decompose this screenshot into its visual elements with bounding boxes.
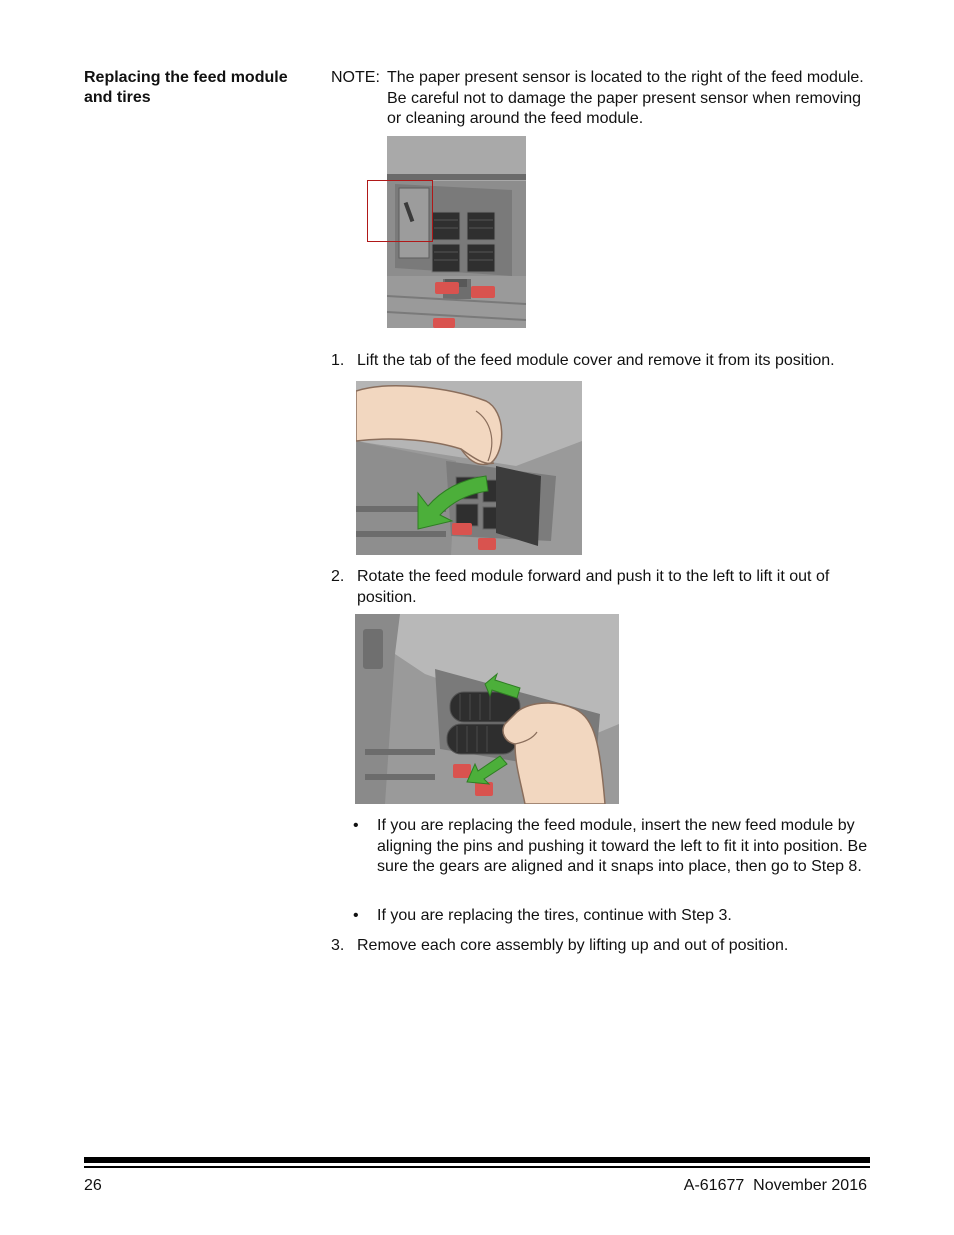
step-text: Lift the tab of the feed module cover and remove it from its position.	[357, 352, 835, 369]
step-number: 2.	[331, 568, 345, 585]
note	[331, 68, 871, 130]
paper-sensor-highlight	[367, 180, 433, 242]
section-heading: Replacing the feed module and tires	[84, 69, 288, 106]
step-1	[331, 351, 871, 372]
footer-rule-thin	[84, 1166, 870, 1168]
bullet-text: If you are replacing the feed module, insert the new feed module by aligning the pins and pushing it toward the left to fit it into position. Be sure the gears are aligned and it snaps into place, then go to Step 8.	[377, 817, 868, 875]
bullet-text: If you are replacing the tires, continue with Step 3.	[377, 907, 732, 924]
bullet-1	[353, 816, 869, 878]
rotate-module-figure	[355, 614, 619, 804]
step-2	[331, 567, 871, 608]
note-label: NOTE:	[331, 69, 380, 86]
bullet-marker: •	[353, 817, 359, 834]
step-text: Rotate the feed module forward and push it to the left to lift it out of position.	[357, 568, 830, 606]
step-number: 1.	[331, 352, 345, 369]
step-number: 3.	[331, 937, 345, 954]
lift-cover-figure	[356, 381, 582, 555]
step-3	[331, 936, 871, 957]
bullet-2	[353, 906, 869, 927]
step-text: Remove each core assembly by lifting up and out of position.	[357, 937, 789, 954]
document-info: A-61677 November 2016	[683, 1177, 867, 1194]
note-text: The paper present sensor is located to the right of the feed module. Be careful not to damage the paper present sensor when removing or cleaning around the feed module.	[387, 69, 864, 127]
bullet-marker: •	[353, 907, 359, 924]
page-number: 26	[84, 1177, 102, 1194]
footer-rule-thick	[84, 1157, 870, 1163]
